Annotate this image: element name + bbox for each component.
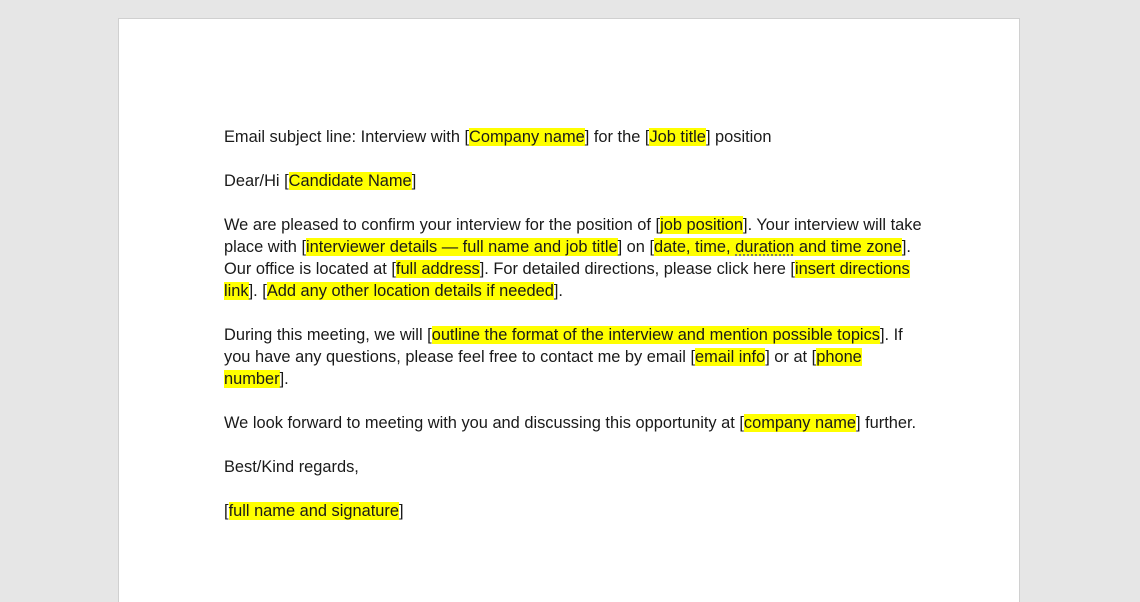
paragraph-meeting [224,324,924,390]
para2-text-4: ]. [279,370,289,388]
paragraph-closing [224,412,924,434]
spellcheck-duration: duration [735,238,795,256]
para1-text-7: ]. [553,282,563,300]
subject-line [224,126,924,148]
placeholder-company-name: Company name [469,128,585,146]
signature-suffix: ] [398,502,404,520]
greeting-prefix: Dear/Hi [ [224,172,289,190]
document-body[interactable] [224,126,924,544]
para1-text-2: ]. Your interview will take place with [ [224,216,922,256]
para1-text-5: ]. For detailed directions, please click here [ [479,260,795,278]
closing-line: Best/Kind regards, [224,458,359,476]
para2-text-2: ]. If you have any questions, please feel free to contact me by email [ [224,326,903,366]
para1-text-4: ]. Our office is located at [ [224,238,911,278]
subject-suffix: ] position [705,128,772,146]
placeholder-email-info: email info [695,348,766,366]
document-page[interactable] [118,18,1020,602]
greeting-suffix: ] [411,172,417,190]
para2-text-3: ] or at [ [765,348,817,366]
signature-line [224,500,924,522]
placeholder-interview-format: outline the format of the interview and mention possible topics [431,326,880,344]
subject-prefix: Email subject line: Interview with [ [224,128,470,146]
placeholder-full-address: full address [395,260,480,278]
subject-mid: ] for the [ [584,128,650,146]
paragraph-confirmation [224,214,924,302]
placeholder-job-title: Job title [649,128,706,146]
para1-text-1: We are pleased to confirm your interview for the position of [ [224,216,661,234]
signature-prefix: [ [224,502,229,520]
placeholder-location-details: Add any other location details if needed [266,282,554,300]
greeting-line [224,170,924,192]
para2-text-1: During this meeting, we will [ [224,326,432,344]
para3-text-1: We look forward to meeting with you and discussing this opportunity at [ [224,414,744,432]
placeholder-date-time [654,238,902,256]
placeholder-company-name-2: company name [743,414,856,432]
placeholder-date-time-c: and time zone [794,238,902,256]
placeholder-signature: full name and signature [228,502,399,520]
para1-text-3: ] on [ [617,238,655,256]
placeholder-directions-link: insert directions link [224,260,910,300]
placeholder-phone-number: phone number [224,348,862,388]
placeholder-date-time-a: date, time, [654,238,736,256]
placeholder-interviewer-details: interviewer details — full name and job title [306,238,618,256]
para3-text-2: ] further. [855,414,917,432]
para1-text-6: ]. [ [248,282,267,300]
placeholder-job-position: job position [660,216,744,234]
placeholder-candidate-name: Candidate Name [288,172,412,190]
